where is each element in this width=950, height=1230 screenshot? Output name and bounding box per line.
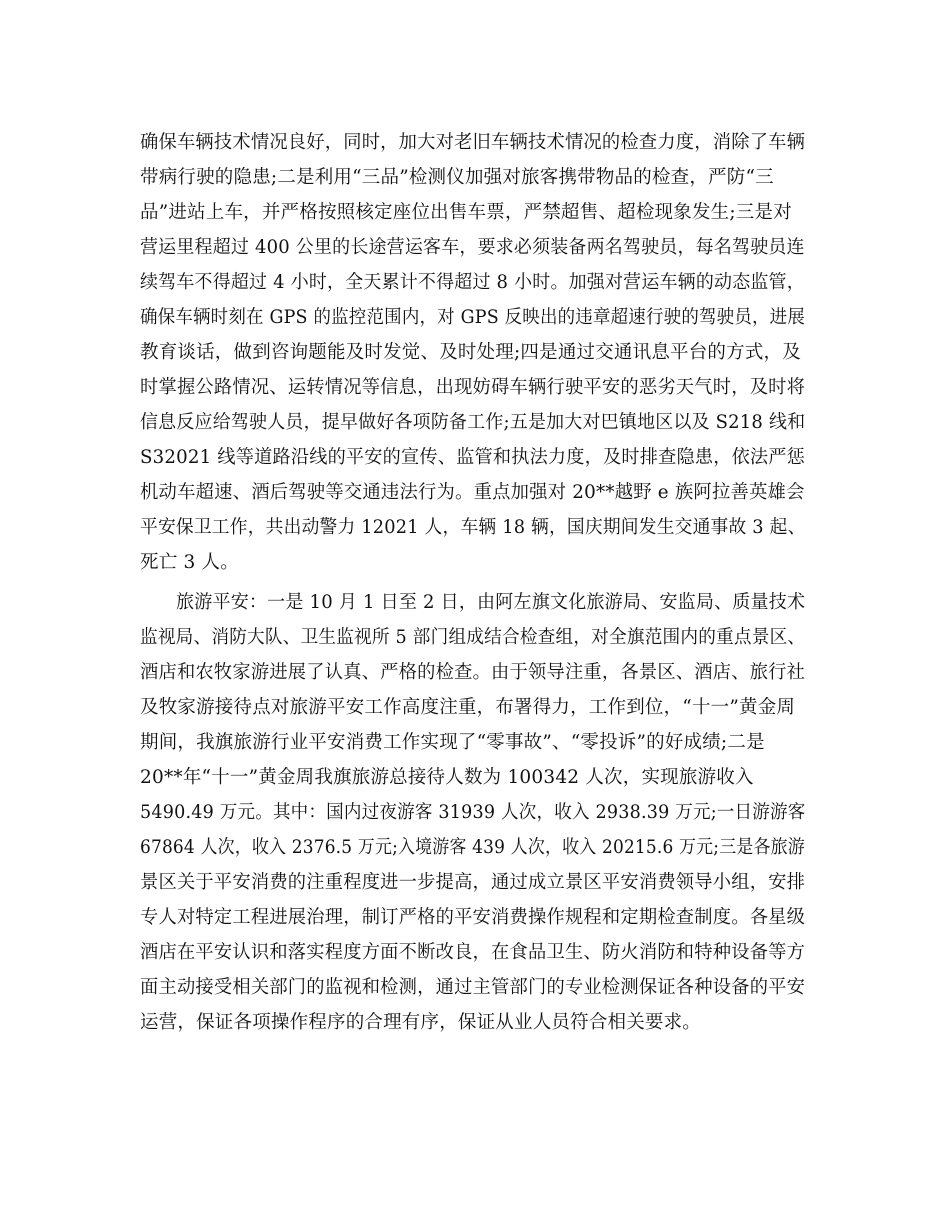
text-line: 带病行驶的隐患;二是利用“三品”检测仪加强对旅客携带物品的检查，严防“三: [140, 167, 774, 188]
text-line: S32021 线等道路沿线的平安的宣传、监管和执法力度，及时排查隐患，依法严惩: [140, 447, 806, 468]
text-line: 及牧家游接待点对旅游平安工作高度注重，布署得力，工作到位，“十一”黄金周: [140, 697, 796, 718]
text-line: 监视局、消防大队、卫生监视所 5 部门组成结合检查组，对全旗范围内的重点景区、: [140, 627, 806, 648]
text-line: 信息反应给驾驶人员，提早做好各项防备工作;五是加大对巴镇地区以及 S218 线和: [140, 412, 806, 433]
text-line: 时掌握公路情况、运转情况等信息，出现妨碍车辆行驶平安的恶劣天气时，及时将: [140, 377, 806, 398]
text-line: 确保车辆时刻在 GPS 的监控范围内，对 GPS 反映出的违章超速行驶的驾驶员，进展: [140, 307, 806, 328]
text-line: 5490.49 万元。其中：国内过夜游客 31939 人次，收入 2938.39 万元;一日游游客: [140, 802, 806, 823]
text-line: 营运里程超过 400 公里的长途营运客车，要求必须装备两名驾驶员，每名驾驶员连: [140, 237, 805, 258]
text-line: 运营，保证各项操作程序的合理有序，保证从业人员符合相关要求。: [140, 1012, 702, 1033]
text-line: 专人对特定工程进展治理，制订严格的平安消费操作规程和定期检查制度。各星级: [140, 907, 806, 928]
text-line: 确保车辆技术情况良好，同时，加大对老旧车辆技术情况的检查力度，消除了车辆: [140, 132, 806, 153]
text-line: 续驾车不得超过 4 小时，全天累计不得超过 8 小时。加强对营运车辆的动态监管，: [140, 272, 805, 293]
text-line: 面主动接受相关部门的监视和检测，通过主管部门的专业检测保证各种设备的平安: [140, 977, 806, 998]
text-line: 67864 人次，收入 2376.5 万元;入境游客 439 人次，收入 20215.6 万元;三是各旅游: [140, 837, 805, 858]
text-line: 平安保卫工作，共出动警力 12021 人，车辆 18 辆，国庆期间发生交通事故 3 起、: [140, 517, 806, 538]
text-line: 期间，我旗旅游行业平安消费工作实现了“零事故”、“零投诉”的好成绩;二是: [140, 732, 765, 753]
text-line: 死亡 3 人。: [140, 552, 239, 573]
text-line: 酒店在平安认识和落实程度方面不断改良，在食品卫生、防火消防和特种设备等方: [140, 942, 806, 963]
text-line: 品”进站上车，并严格按照核定座位出售车票，严禁超售、超检现象发生;三是对: [140, 202, 792, 223]
paragraph-first-line: 旅游平安：一是 10 月 1 日至 2 日，由阿左旗文化旅游局、安监局、质量技术: [176, 592, 806, 613]
text-line: 机动车超速、酒后驾驶等交通违法行为。重点加强对 20**越野 e 族阿拉善英雄会: [140, 482, 805, 503]
text-line: 景区关于平安消费的注重程度进一步提高，通过成立景区平安消费领导小组，安排: [140, 872, 806, 893]
text-line: 教育谈话，做到咨询题能及时发觉、及时处理;四是通过交通讯息平台的方式，及: [140, 342, 801, 363]
text-line: 20**年“十一”黄金周我旗旅游总接待人数为 100342 人次，实现旅游收入: [140, 767, 754, 788]
text-line: 酒店和农牧家游进展了认真、严格的检查。由于领导注重，各景区、酒店、旅行社: [140, 662, 806, 683]
